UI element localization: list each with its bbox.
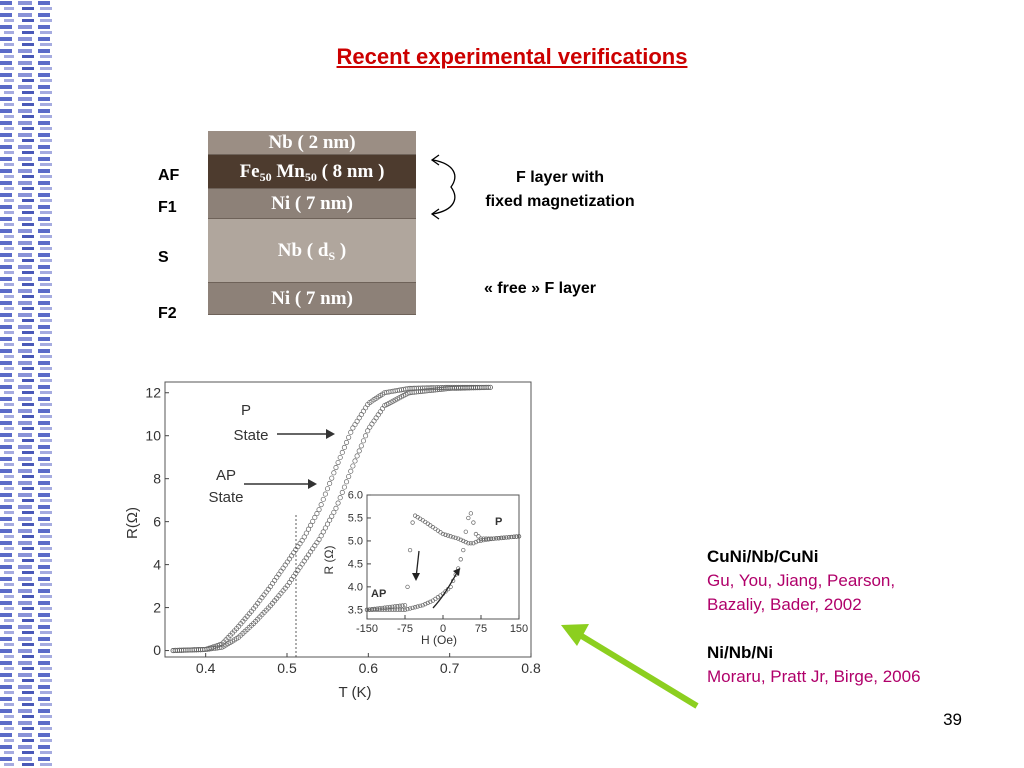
inset-ap-label: AP xyxy=(371,588,387,600)
layer-ni-bottom: Ni ( 7 nm) xyxy=(208,283,416,315)
x-tick-label: 150 xyxy=(509,623,529,635)
y-tick-label: 4.5 xyxy=(347,558,363,571)
x-tick-label: 0 xyxy=(439,623,447,635)
x-tick-label: 75 xyxy=(474,623,488,635)
layer-ni-top: Ni ( 7 nm) xyxy=(208,189,416,219)
free-layer-note: « free » F layer xyxy=(483,280,597,297)
y-tick-label: 3.5 xyxy=(347,604,363,617)
references xyxy=(707,545,921,689)
x-tick-label: 0.8 xyxy=(521,660,541,676)
slide-title: Recent experimental verifications xyxy=(336,44,688,69)
y-tick-label: 10 xyxy=(145,427,161,444)
green-pointer-arrow-icon xyxy=(555,618,705,713)
fixed-layer-note: F layer with fixed magnetization xyxy=(485,169,635,210)
inset-p-label: P xyxy=(495,516,503,528)
p-state-label-2: State xyxy=(233,427,269,444)
x-tick-label: 0.6 xyxy=(358,660,379,676)
ref1-authors-1: Gu, You, Jiang, Pearson, xyxy=(707,571,896,590)
inset-ylabel: R (Ω) xyxy=(322,545,336,575)
y-tick-label: 12 xyxy=(145,384,161,401)
main-ylabel: R(Ω) xyxy=(124,506,141,540)
main-xlabel: T (K) xyxy=(338,684,372,701)
x-tick-label: 0.5 xyxy=(277,660,297,676)
ref2-system: Ni/Nb/Ni xyxy=(707,643,774,662)
decorative-border xyxy=(0,0,56,768)
inset-xlabel: H (Oe) xyxy=(421,633,457,647)
p-state-label-1: P xyxy=(240,402,252,419)
y-tick-label: 6.0 xyxy=(347,489,363,502)
y-tick-label: 5.0 xyxy=(347,535,363,548)
ref2-authors-1: Moraru, Pratt Jr, Birge, 2006 xyxy=(707,667,921,686)
page-number: 39 xyxy=(943,710,962,729)
x-tick-label: -150 xyxy=(355,623,379,635)
layer-stack xyxy=(208,131,416,315)
y-tick-label: 6 xyxy=(153,513,161,530)
layer-femn: $Fe_{50}$ $Mn_{50}$ ( 8 nm ) xyxy=(208,155,416,189)
x-tick-label: 0.7 xyxy=(439,660,460,676)
x-tick-label: -75 xyxy=(397,623,413,635)
y-tick-label: 2 xyxy=(153,599,161,616)
x-tick-label: 0.4 xyxy=(195,660,216,676)
y-tick-label: 4 xyxy=(153,556,161,573)
label-af: AF xyxy=(158,167,180,184)
layer-nb-spacer: Nb ( $d_S$ ) xyxy=(208,219,416,283)
label-f2: F2 xyxy=(158,305,177,322)
y-tick-label: 4.0 xyxy=(347,581,363,594)
ap-state-label-1: AP xyxy=(215,467,237,484)
label-s: S xyxy=(158,249,169,266)
layer-nb-cap: Nb ( 2 nm) xyxy=(208,131,416,155)
y-tick-label: 0 xyxy=(153,642,161,659)
inset-plot-frame xyxy=(367,495,519,619)
resistance-temperature-chart xyxy=(115,375,555,705)
y-tick-label: 8 xyxy=(153,470,161,487)
ref1-authors-2: Bazaliy, Bader, 2002 xyxy=(707,595,862,614)
y-tick-label: 5.5 xyxy=(347,512,363,525)
label-f1: F1 xyxy=(158,199,177,216)
ref1-system: CuNi/Nb/CuNi xyxy=(707,547,819,566)
ap-state-label-2: State xyxy=(208,489,244,506)
